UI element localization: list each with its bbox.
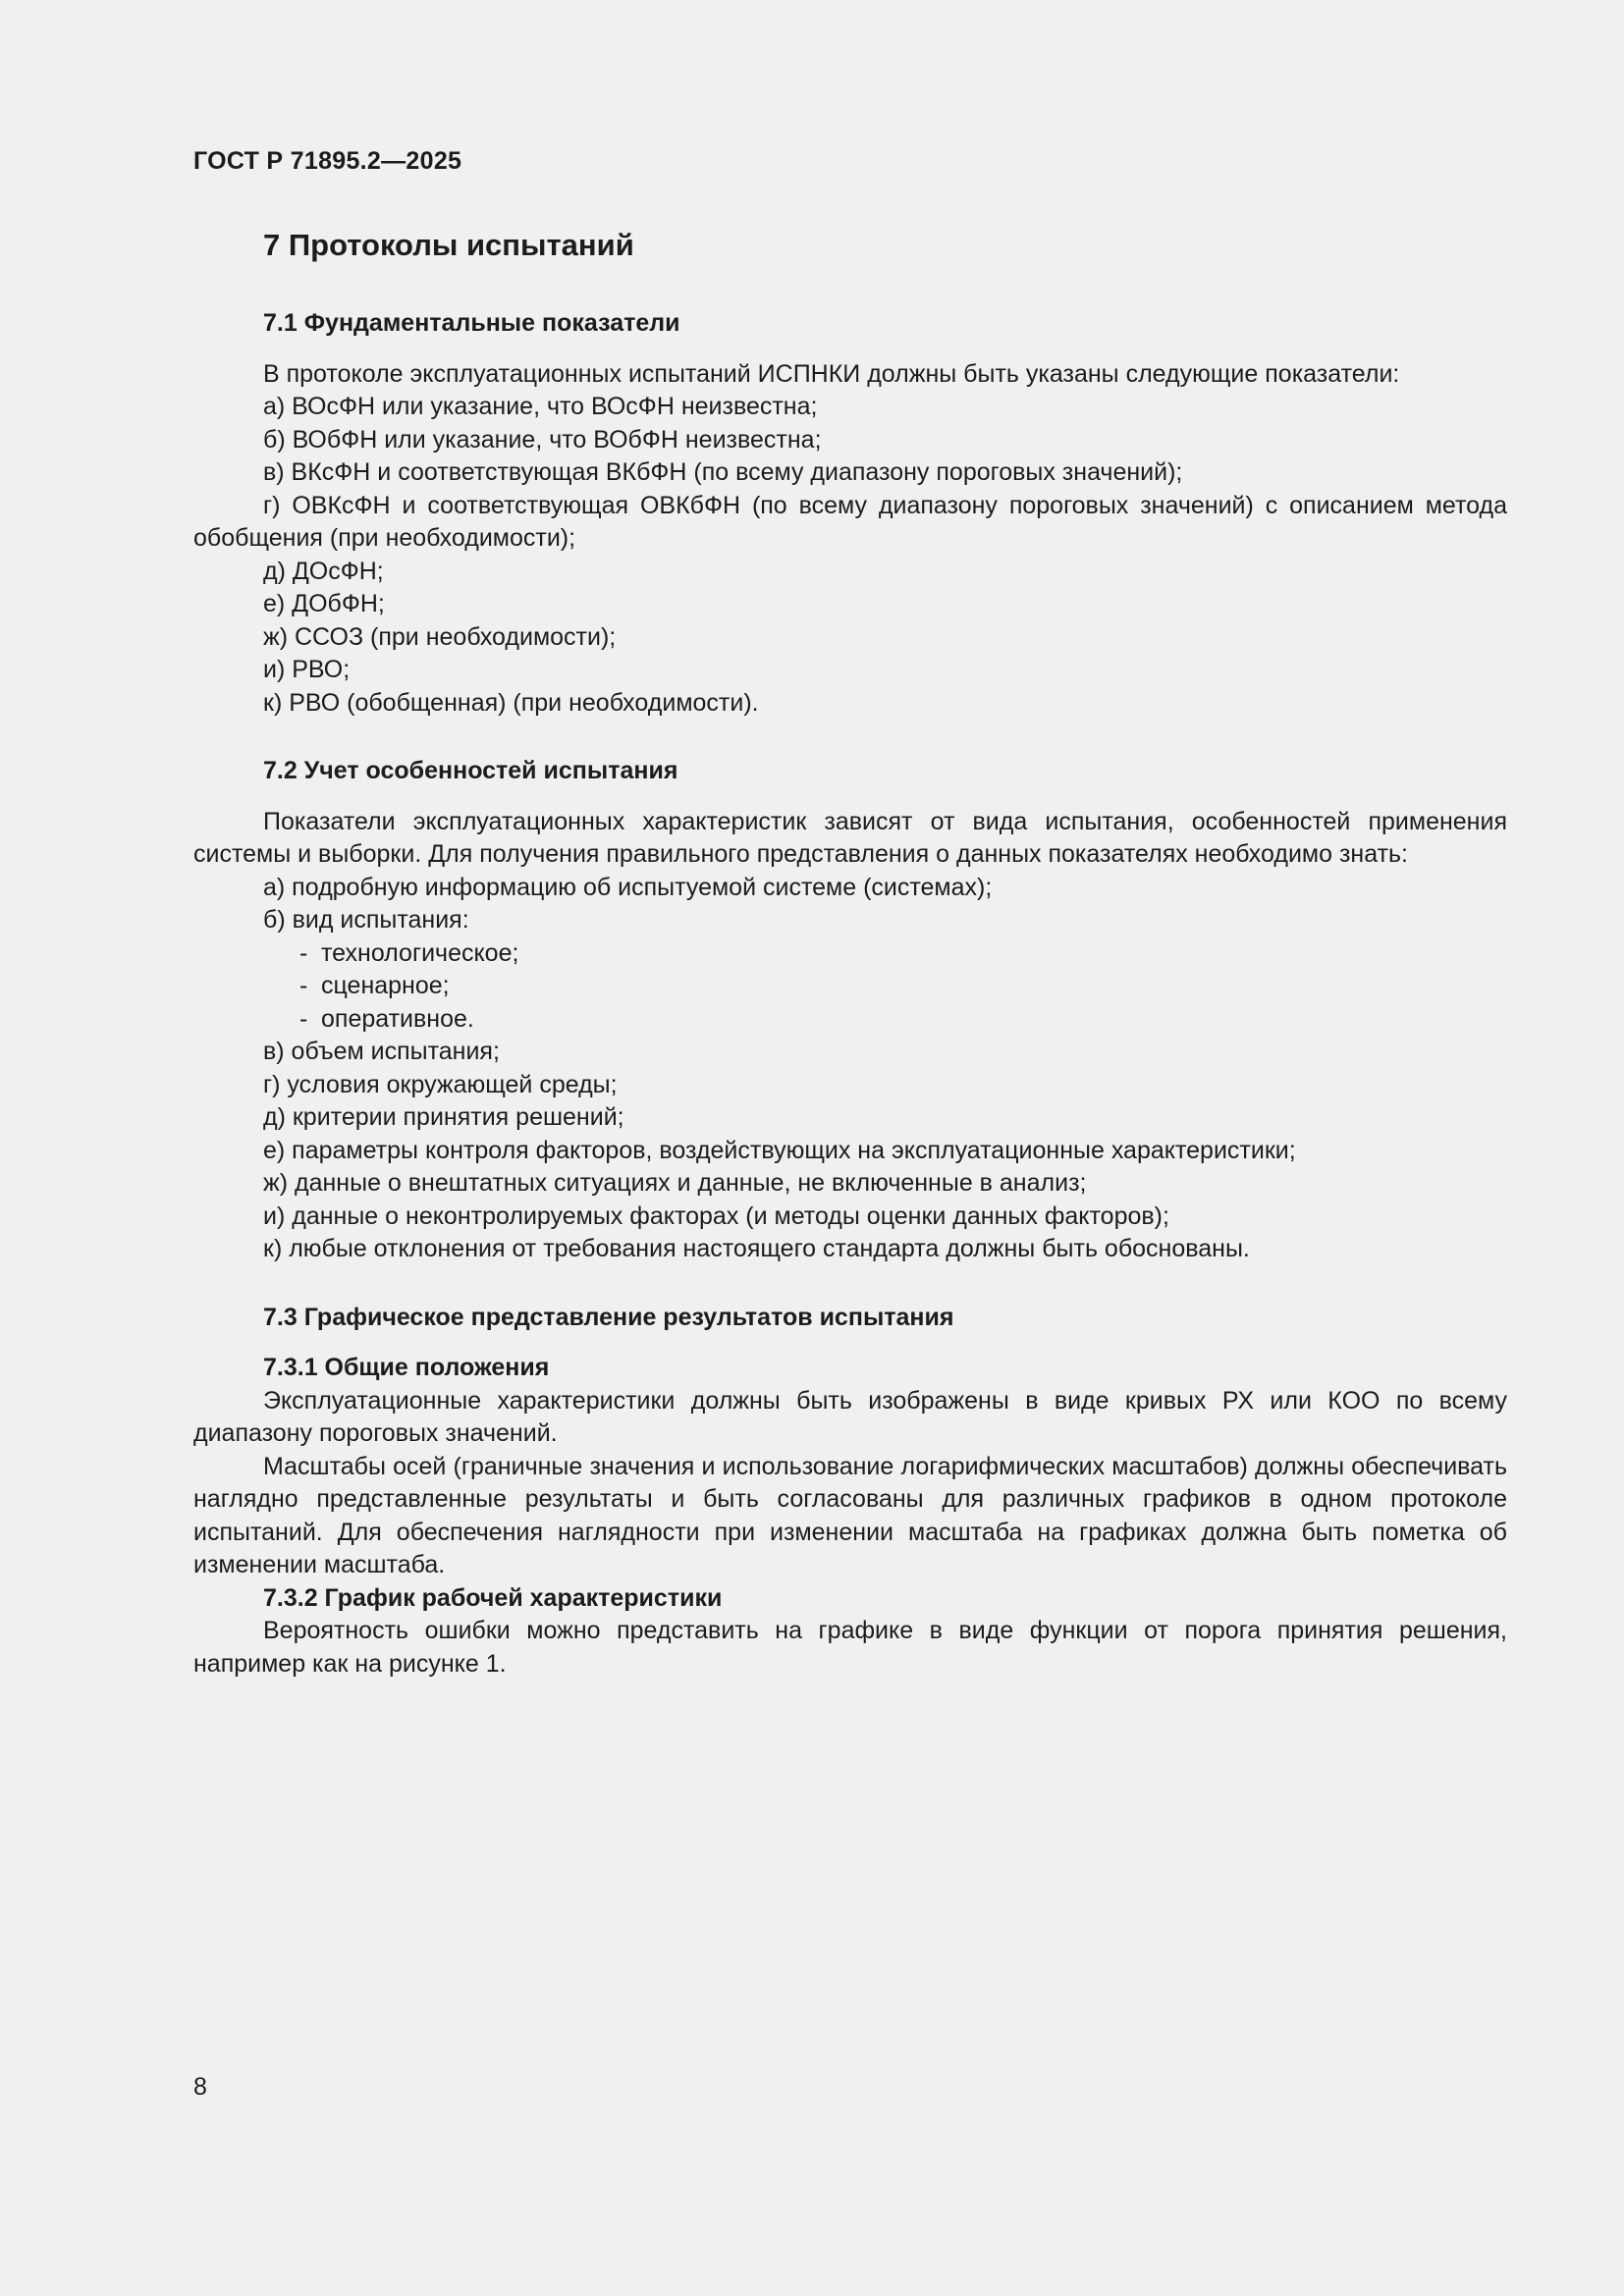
list-item: е) параметры контроля факторов, воздействующих на эксплуатационные характеристики; xyxy=(263,1136,1296,1164)
document-code-header: ГОСТ Р 71895.2—2025 xyxy=(193,147,462,175)
list-item: и) данные о неконтролируемых факторах (и методы оценки данных факторов); xyxy=(263,1201,1169,1230)
list-item: а) ВОсФН или указание, что ВОсФН неизвестна; xyxy=(263,393,818,420)
section-7-3-1-paragraph-2: Масштабы осей (граничные значения и использование логарифмических масштабов) должны обеспечивать наглядно представленные результаты и быть согласованы для различных графиков в одном протоколе испытаний. Для обеспечения наглядности при изменении масштаба на графиках должна быть пометка об изменении масштаба. xyxy=(193,1452,1507,1578)
section-7-title: 7 Протоколы испытаний xyxy=(263,228,634,262)
section-7-3-2-paragraph-1: Вероятность ошибки можно представить на графике в виде функции от порога принятия решения, например как на рисунке 1. xyxy=(193,1617,1507,1678)
list-item: е) ДОбФН; xyxy=(263,590,385,617)
section-7-2-title: 7.2 Учет особенностей испытания xyxy=(263,757,678,784)
section-7-3-1-paragraph-1: Эксплуатационные характеристики должны быть изображены в виде кривых РХ или КОО по всему диапазону пороговых значений. xyxy=(193,1386,1507,1447)
section-7-1-intro: В протоколе эксплуатационных испытаний ИСПНКИ должны быть указаны следующие показатели: xyxy=(263,359,1400,388)
list-item: а) подробную информацию об испытуемой системе (системах); xyxy=(263,873,993,901)
list-item: и) РВО; xyxy=(263,656,351,683)
list-item: г) условия окружающей среды; xyxy=(263,1070,618,1098)
section-7-3-1-title: 7.3.1 Общие положения xyxy=(263,1354,550,1381)
sub-list-item: - технологическое; xyxy=(299,937,1507,971)
list-item: в) ВКсФН и соответствующая ВКбФН (по всему диапазону пороговых значений); xyxy=(263,458,1183,486)
list-item: д) критерии принятия решений; xyxy=(263,1103,624,1131)
page-number: 8 xyxy=(193,2073,207,2101)
section-7-3-title: 7.3 Графическое представление результатов испытания xyxy=(263,1303,954,1331)
list-item: ж) ССОЗ (при необходимости); xyxy=(263,622,617,651)
list-item: в) объем испытания; xyxy=(263,1038,500,1065)
list-item: г) ОВКсФН и соответствующая ОВКбФН (по всему диапазону пороговых значений) с описанием метода обобщения (при необходимости); xyxy=(193,491,1507,552)
list-item: б) ВОбФН или указание, что ВОбФН неизвестна; xyxy=(263,425,822,454)
list-item: к) РВО (обобщенная) (при необходимости). xyxy=(263,688,759,717)
sub-list-item: - оперативное. xyxy=(299,1003,1507,1037)
list-item: д) ДОсФН; xyxy=(263,557,384,585)
list-item: б) вид испытания: xyxy=(263,906,469,934)
document-body xyxy=(193,221,1507,1681)
list-item: к) любые отклонения от требования настоящего стандарта должны быть обоснованы. xyxy=(263,1235,1250,1262)
list-item: ж) данные о внештатных ситуациях и данные, не включенные в анализ; xyxy=(263,1169,1087,1197)
section-7-1-title: 7.1 Фундаментальные показатели xyxy=(263,309,680,337)
section-7-3-2-title: 7.3.2 График рабочей характеристики xyxy=(263,1583,723,1612)
sub-list-item: - сценарное; xyxy=(299,970,1507,1003)
section-7-2-intro: Показатели эксплуатационных характеристик зависят от вида испытания, особенностей применения системы и выборки. Для получения правильного представления о данных показателях необходимо знать: xyxy=(193,807,1507,868)
